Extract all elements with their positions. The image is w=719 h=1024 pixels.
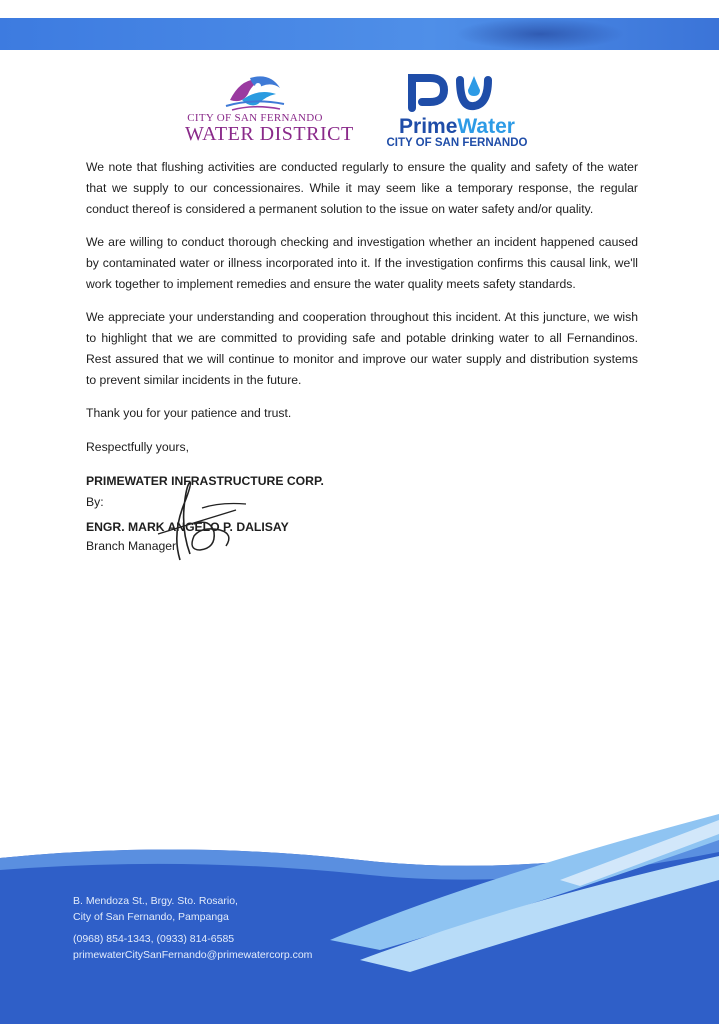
footer-contact (73, 893, 312, 963)
water-district-name-text: WATER DISTRICT (185, 123, 354, 145)
water-district-logo (185, 70, 354, 154)
footer-address-line1: B. Mendoza St., Brgy. Sto. Rosario, (73, 895, 238, 907)
company-name: PRIMEWATER INFRASTRUCTURE CORP. (86, 474, 324, 488)
top-blue-band (0, 18, 719, 50)
footer-email: primewaterCitySanFernando@primewatercorp.com (73, 949, 313, 961)
primewater-city-text: CITY OF SAN FERNANDO (386, 137, 528, 149)
closing-line: Respectfully yours, (86, 440, 189, 454)
thanks-line: Thank you for your patience and trust. (86, 406, 292, 420)
signer-title: Branch Manager (86, 539, 177, 553)
signer-name: ENGR. MARK ANGELO P. DALISAY (86, 520, 289, 534)
brand-prime: Prime (399, 115, 458, 138)
primewater-brand-text (372, 117, 542, 137)
footer-phone: (0968) 854-1343, (0933) 814-6585 (73, 933, 235, 945)
paragraph-investigation: We are willing to conduct thorough checking and investigation whether an incident happened caused by contaminated water or illness incorporated into it. If the investigation confirms this causal link, we'll work together to implement remedies and ensure the water quality meets safety standards. (86, 235, 638, 291)
band-smudge (455, 18, 625, 50)
primewater-logo (372, 72, 542, 154)
water-district-city-text: CITY OF SAN FERNANDO (187, 112, 323, 124)
letter-body (86, 157, 638, 513)
water-district-emblem-icon (222, 70, 288, 114)
footer-address-line2: City of San Fernando, Pampanga (73, 911, 229, 923)
paragraph-flushing: We note that flushing activities are conducted regularly to ensure the quality and safety of the water that we supply to our concessionaires. While it may seem like a temporary response, the regular conduct thereof is considered a permanent solution to the issue on water safety and/or quality. (86, 160, 638, 216)
brand-water: Water (457, 115, 515, 138)
paragraph-appreciation: We appreciate your understanding and cooperation throughout this incident. At this juncture, we wish to highlight that we are committed to providing safe and potable drinking water to all Fernandinos. Rest assured that we will continue to monitor and improve our water supply and distribution systems to prevent similar incidents in the future. (86, 310, 638, 387)
pw-monogram-icon (402, 72, 512, 112)
signature-icon (150, 474, 260, 564)
by-label: By: (86, 495, 104, 509)
